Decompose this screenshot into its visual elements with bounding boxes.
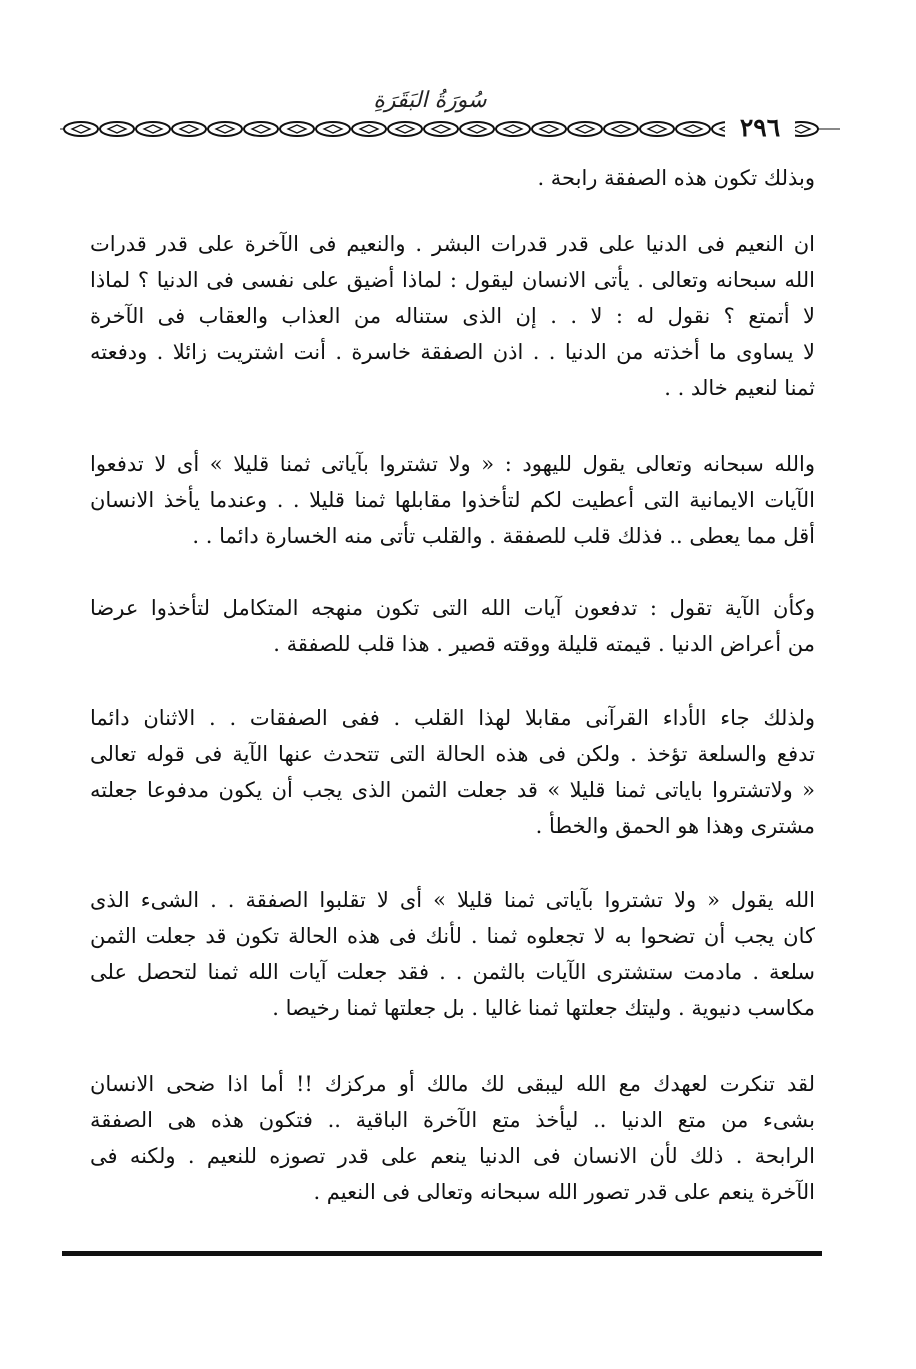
ornament-link: [208, 122, 242, 136]
text-line: ثمنا لنعيم خالد . .: [664, 376, 815, 400]
ornament-link: [604, 122, 638, 136]
text-line: بشىء من متع الدنيا .. ليأخذ متع الآخرة الباقية .. فتكون هذه هى الصفقة: [90, 1108, 815, 1132]
ornament-link: [64, 122, 98, 136]
text-line: ولذلك جاء الأداء القرآنى مقابلا لهذا القلب . ففى الصفقات . . الاثنان دائما: [90, 706, 815, 730]
text-line: كان يجب أن تضحوا به لا تجعلوه ثمنا . لأنك فى هذه الحالة تكون قد جعلت الثمن: [90, 924, 815, 948]
text-line: لقد تنكرت لعهدك مع الله ليبقى لك مالك أو مركزك !! أما اذا ضحى الانسان: [90, 1072, 815, 1096]
paragraph-3: [90, 446, 815, 554]
text-line: مكاسب دنيوية . وليتك جعلتها ثمنا غاليا . بل جعلتها ثمنا رخيصا .: [272, 996, 815, 1020]
text-line: ان النعيم فى الدنيا على قدر قدرات البشر . والنعيم فى الآخرة على قدر قدرات: [90, 232, 815, 256]
page-number: ٢٩٦: [725, 111, 795, 145]
bottom-rule: [62, 1251, 822, 1256]
ornament-link: [244, 122, 278, 136]
paragraph-6: [90, 882, 815, 1026]
ornament-link: [532, 122, 566, 136]
text-line: أقل مما يعطى .. فذلك قلب للصفقة . والقلب تأتى منه الخسارة دائما . .: [192, 524, 815, 548]
ornament-link: [280, 122, 314, 136]
text-line: من أعراض الدنيا . قيمته قليلة ووقته قصير . هذا قلب للصفقة .: [273, 632, 815, 656]
ornament-link: [100, 122, 134, 136]
ornament-link: [352, 122, 386, 136]
text-line: الله يقول « ولا تشتروا بآياتى ثمنا قليلا » أى لا تقلبوا الصفقة . . الشىء الذى: [90, 888, 815, 912]
paragraph-5: [90, 700, 815, 844]
text-line: الآيات الايمانية التى أعطيت لكم لتأخذوا مقابلها ثمنا قليلا . . وعندما يأخذ الانسان: [90, 488, 815, 512]
text-line: الرابحة . ذلك لأن الانسان فى الدنيا ينعم على قدر تصوزه للنعيم . ولكنه فى: [90, 1144, 815, 1168]
text-line: وبذلك تكون هذه الصفقة رابحة .: [537, 166, 815, 190]
text-line: سلعة . مادمت ستشترى الآيات بالثمن . . فقد جعلت آيات الله ثمنا لتحصل على: [90, 960, 815, 984]
ornament-link: [424, 122, 458, 136]
ornament-link: [172, 122, 206, 136]
ornament-link: [460, 122, 494, 136]
text-line: والله سبحانه وتعالى يقول لليهود : « ولا تشتروا بآياتى ثمنا قليلا » أى لا تدفعوا: [90, 452, 815, 476]
paragraph-7: [90, 1066, 815, 1210]
ornament-link: [568, 122, 602, 136]
text-line: وكأن الآية تقول : تدفعون آيات الله التى تكون منهجه المتكامل لتأخذوا عرضا: [90, 596, 815, 620]
ornament-link: [640, 122, 674, 136]
ornament-link: [496, 122, 530, 136]
surah-title: سُورَةُ البَقَرَةِ: [373, 88, 487, 113]
ornament-link: [136, 122, 170, 136]
text-line: لا يساوى ما أخذته من الدنيا . . اذن الصفقة خاسرة . أنت اشتريت زائلا . ودفعته: [90, 340, 815, 364]
paragraph-2: [90, 226, 815, 406]
ornamental-border: [60, 118, 840, 140]
text-line: مشترى وهذا هو الحمق والخطأ .: [535, 814, 815, 838]
text-line: تدفع والسلعة تؤخذ . ولكن فى هذه الحالة التى تتحدث عنها الآية فى قوله تعالى: [90, 742, 815, 766]
text-line: لا أتمتع ؟ نقول له : لا . . إن الذى ستناله من العذاب والعقاب فى الآخرة: [90, 304, 815, 328]
ornament-link: [316, 122, 350, 136]
paragraph-4: [90, 590, 815, 662]
paragraph-1: [90, 160, 815, 196]
text-line: الله سبحانه وتعالى . يأتى الانسان ليقول : لماذا أضيق على نفسى فى الدنيا ؟ لماذا: [90, 268, 815, 292]
ornament-link: [676, 122, 710, 136]
text-line: الآخرة ينعم على قدر تصور الله سبحانه وتعالى فى النعيم .: [313, 1180, 815, 1204]
text-line: « ولاتشتروا باياتى ثمنا قليلا » قد جعلت الثمن الذى يجب أن يكون مدفوعا جعلته: [90, 778, 815, 802]
ornament-link: [388, 122, 422, 136]
